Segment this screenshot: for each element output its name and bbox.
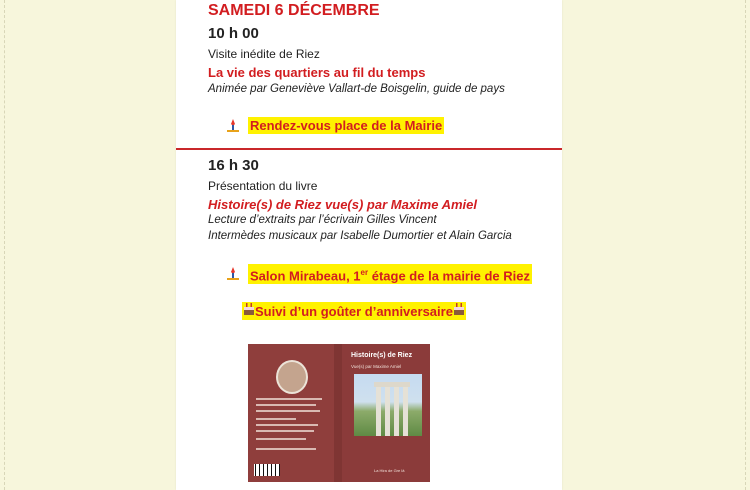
section-divider [176, 148, 562, 150]
day-heading: SAMEDI 6 DÉCEMBRE [208, 2, 380, 19]
followup-highlight [242, 302, 466, 320]
flyer-page [176, 0, 562, 490]
event2-followup-row [242, 302, 466, 320]
event2-intro: Présentation du livre [208, 179, 318, 193]
event2-location-row [226, 264, 532, 284]
location-pin-icon [226, 267, 240, 281]
event2-title: Histoire(s) de Riez vue(s) par Maxime Amiel [208, 197, 477, 212]
barcode [254, 464, 280, 476]
event2-followup: Suivi d’un goûter d’anniversaire [255, 304, 453, 319]
event1-location: Rendez-vous place de la Mairie [250, 118, 443, 133]
event2-location: Salon Mirabeau, 1er étage de la mairie de Riez [248, 264, 532, 284]
event2-reading: Lecture d’extraits par l’écrivain Gilles Vincent [208, 214, 437, 226]
birthday-cake-icon [453, 302, 465, 316]
event1-host: Animée par Geneviève Vallart-de Boisgelin, guide de pays [208, 83, 505, 95]
event2-music: Intermèdes musicaux par Isabelle Dumortier et Alain Garcia [208, 230, 512, 242]
event1-title: La vie des quartiers au fil du temps [208, 65, 426, 80]
book-cover-image [248, 344, 430, 482]
event1-location-row [226, 117, 444, 134]
page-edge-left [0, 0, 5, 490]
event1-time: 10 h 00 [208, 25, 259, 42]
page-edge-right [745, 0, 750, 490]
book-spine [334, 344, 342, 482]
event1-intro: Visite inédite de Riez [208, 47, 320, 61]
location-pin-icon [226, 119, 240, 133]
birthday-cake-icon [243, 302, 255, 316]
book-front-cover [342, 344, 430, 482]
book-subtitle: Vue(s) par Maxime Amiel [351, 364, 402, 369]
book-back-cover [248, 344, 334, 482]
ruins-photo [354, 374, 422, 436]
book-title: Histoire(s) de Riez [351, 352, 413, 359]
book-publisher: La Hira de Gre lâ [374, 468, 405, 473]
event2-time: 16 h 30 [208, 157, 259, 174]
author-photo [276, 360, 308, 394]
